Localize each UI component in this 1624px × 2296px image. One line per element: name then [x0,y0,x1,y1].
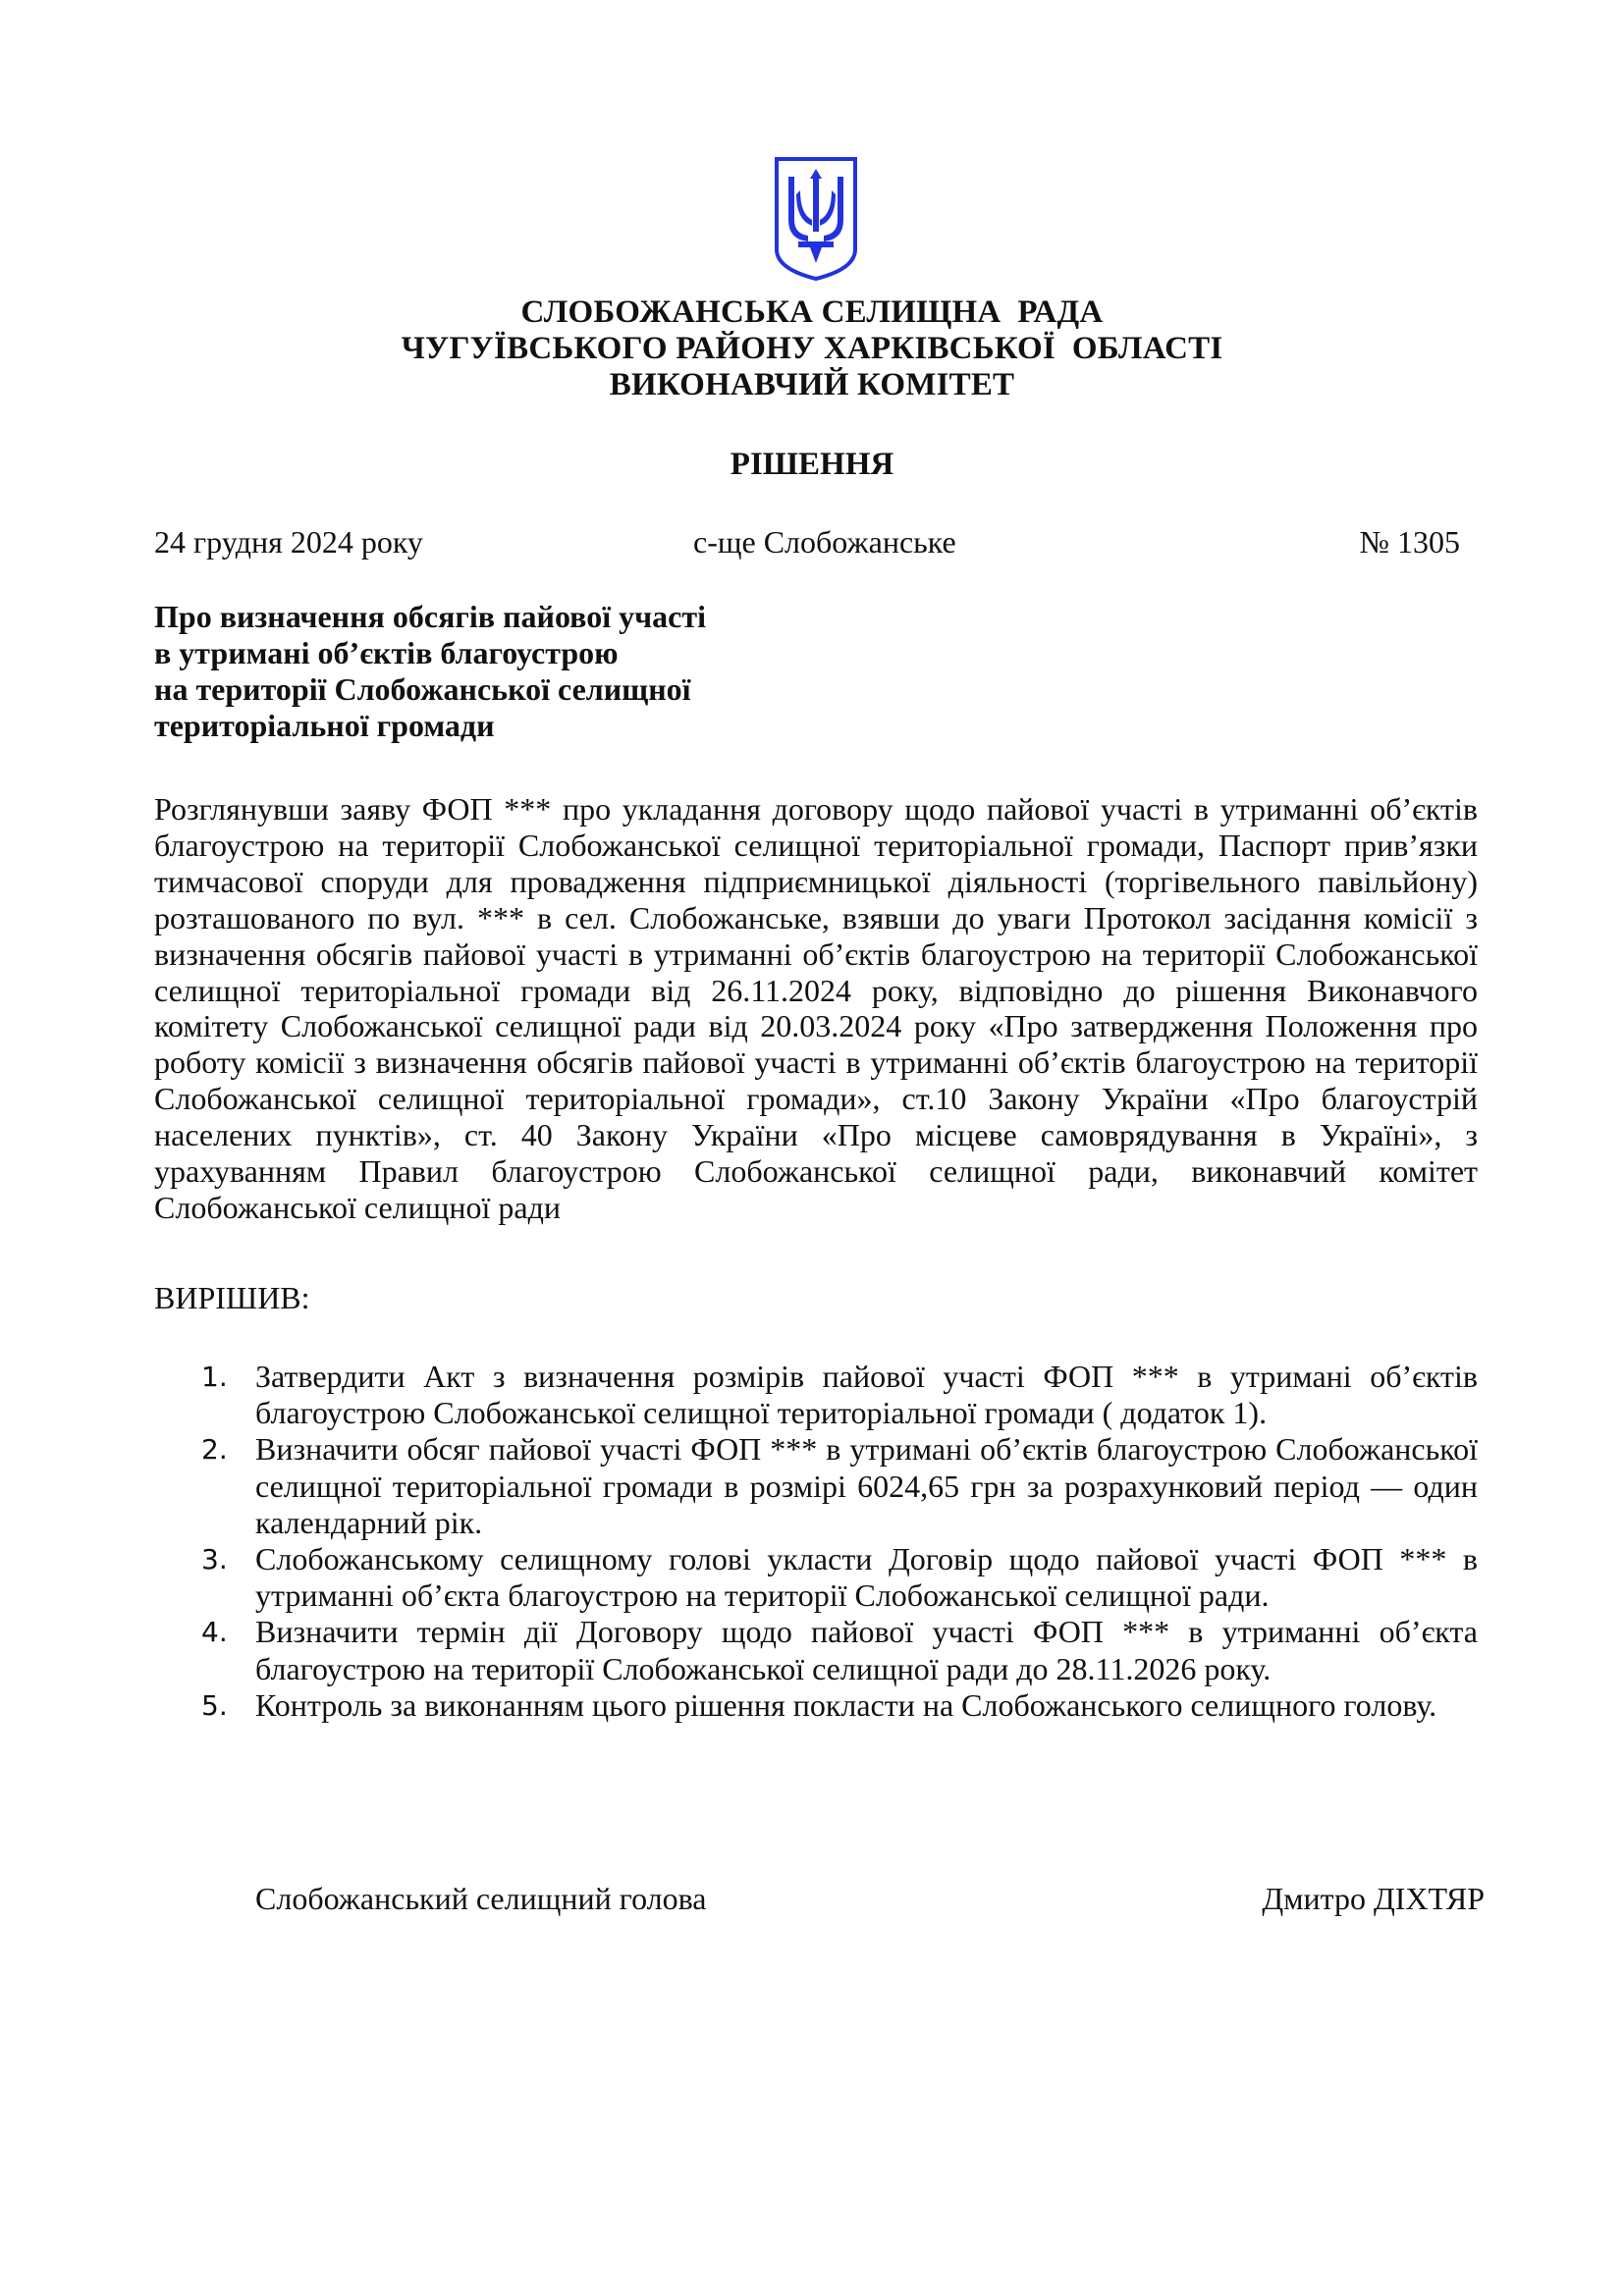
decision-text: Затвердити Акт з визначення розмірів пайової участі ФОП *** в утримані об’єктів благоустрою Слобожанської селищної територіальної громади ( додаток 1). [255,1359,1478,1431]
decision-item [201,1431,1478,1541]
decision-item [201,1687,1478,1724]
decision-number: 1. [201,1361,228,1393]
decisions-list [201,1359,1478,1724]
header-line-committee: ВИКОНАВЧИЙ КОМІТЕТ [609,367,1015,402]
decision-text: Визначити термін дії Договору щодо пайової участі ФОП *** в утриманні об’єкта благоустрою на території Слобожанської селищної ради до 28.11.2026 року. [255,1614,1478,1686]
document-subject [154,599,706,744]
header-line-council: СЛОБОЖАНСЬКА СЕЛИЩНА РАДА [520,294,1104,330]
decision-number: 5. [201,1688,228,1722]
signature-block [255,1881,1485,1920]
decision-text: Слобожанському селищному голові укласти Договір щодо пайової участі ФОП *** в утриманні об’єкта благоустрою на території Слобожанської селищної ради. [255,1541,1478,1614]
subject-line: в утримані об’єктів благоустрою [154,635,619,670]
signatory-position: Слобожанський селищний голова [255,1881,707,1916]
decision-item [201,1614,1478,1686]
decision-text: Контроль за виконанням цього рішення покласти на Слобожанського селищного голову. [255,1686,1437,1723]
subject-line: Про визначення обсягів пайової участі [154,599,706,634]
preamble-paragraph: Розглянувши заяву ФОП *** про укладання договору щодо пайової участі в утриманні об’єктів благоустрою на території Слобожанської селищної територіальної громади, Паспорт прив’язки тимчасової споруди для провадження підприємницької діяльності (торгівельного павільйону) розташованого по вул. *** в сел. Слобожанське, взявши до уваги Протокол засідання комісії з визначення обсягів пайової участі в утриманні об’єктів благоустрою на території Слобожанської селищної територіальної громади від 26.11.2024 року, відповідно до рішення Виконавчого комітету Слобожанської селищної ради від 20.03.2024 року «Про затвердження Положення про роботу комісії з визначення обсягів пайової участі в утриманні об’єктів благоустрою на території Слобожанської селищної територіальної громади», ст.10 Закону України «Про благоустрій населених пунктів», ст. 40 Закону України «Про місцеве самоврядування в Україні», з урахуванням Правил благоустрою Слобожанської селищної ради, виконавчий комітет Слобожанської селищної ради [154,791,1478,1225]
header-line-district: ЧУГУЇВСЬКОГО РАЙОНУ ХАРКІВСЬКОЇ ОБЛАСТІ [401,331,1223,366]
decision-number: 2. [201,1433,228,1467]
decision-number: 4. [201,1616,228,1649]
decision-number: 3. [201,1543,228,1576]
decision-text: Визначити обсяг пайової участі ФОП *** в утримані об’єктів благоустрою Слобожанської селищної територіальної громади в розмірі 6024,65 грн за розрахунковий період — один календарний рік. [255,1431,1478,1540]
document-date: 24 грудня 2024 року [154,524,423,560]
decided-label: ВИРІШИВ: [154,1280,310,1315]
organization-header [0,294,1624,403]
document-number: № 1305 [1359,524,1460,560]
decision-item [201,1541,1478,1614]
document-place: с-ще Слобожанське [693,524,956,560]
document-meta-row [154,524,1460,563]
subject-line: на території Слобожанської селищної [154,671,691,707]
ukraine-trident-coat-of-arms-icon [773,155,859,283]
decision-item [201,1359,1478,1431]
document-type-title: РІШЕННЯ [730,447,894,482]
subject-line: територіальної громади [154,708,495,743]
signatory-name: Дмитро ДІХТЯР [1262,1881,1485,1916]
